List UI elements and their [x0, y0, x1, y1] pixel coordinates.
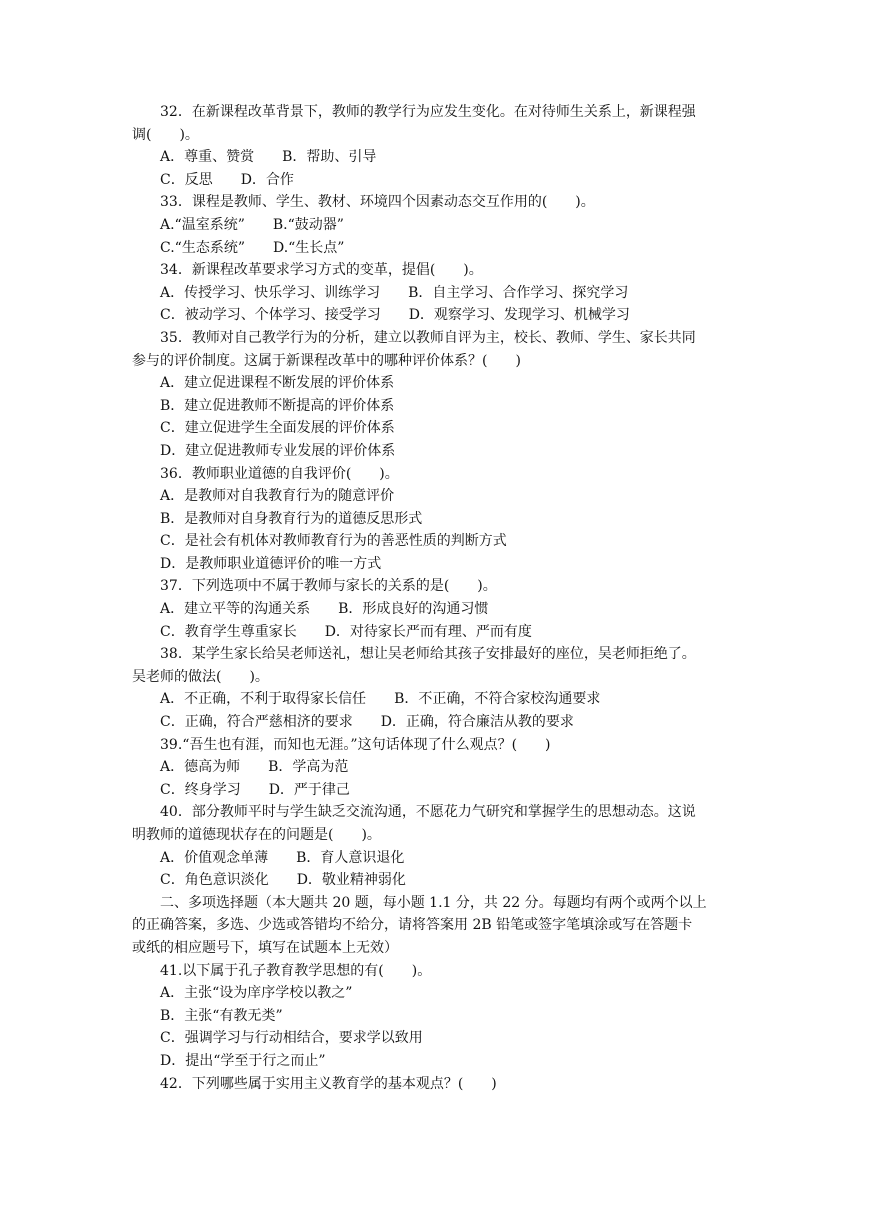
continuation-line: 吴老师的做法( )。 — [132, 668, 269, 685]
option-line: A．传授学习、快乐学习、训练学习 B．自主学习、合作学习、探究学习 — [160, 284, 629, 301]
question-line: 38．某学生家长给吴老师送礼，想让吴老师给其孩子安排最好的座位，吴老师拒绝了。 — [160, 646, 696, 663]
option-line: C．强调学习与行动相结合，要求学以致用 — [160, 1030, 423, 1047]
option-line: C.“生态系统” D.“生长点” — [160, 239, 345, 256]
continuation-line: 的正确答案，多选、少选或答错均不给分，请将答案用 2B 铅笔或签字笔填涂或写在答题卡 — [132, 917, 693, 934]
option-line: D．是教师职业道德评价的唯一方式 — [160, 555, 382, 572]
question-line: 35．教师对自己教学行为的分析，建立以教师自评为主，校长、教师、学生、家长共同 — [160, 329, 696, 346]
question-line: 33．课程是教师、学生、教材、环境四个因素动态交互作用的( )。 — [160, 194, 595, 211]
option-line: D．建立促进教师专业发展的评价体系 — [160, 442, 396, 459]
question-line: 40．部分教师平时与学生缺乏交流沟通，不愿花力气研究和掌握学生的思想动态。这说 — [160, 804, 696, 821]
question-line: 36．教师职业道德的自我评价( )。 — [160, 465, 399, 482]
option-line: C．反思 D．合作 — [160, 171, 294, 188]
exam-content — [132, 101, 742, 1095]
question-line: 37．下列选项中不属于教师与家长的关系的是( )。 — [160, 578, 497, 595]
option-line: A．建立平等的沟通关系 B．形成良好的沟通习惯 — [160, 601, 489, 618]
option-line: C．被动学习、个体学习、接受学习 D．观察学习、发现学习、机械学习 — [160, 307, 630, 324]
question-line: 41.以下属于孔子教育教学思想的有( )。 — [160, 962, 432, 979]
question-line: 二、多项选择题（本大题共 20 题，每小题 1.1 分，共 22 分。每题均有两个或两个以上 — [160, 894, 707, 911]
continuation-line: 参与的评价制度。这属于新课程改革中的哪种评价体系？( ) — [132, 352, 521, 369]
option-line: D．提出“学至于行之而止” — [160, 1052, 326, 1069]
option-line: A．主张“设为庠序学校以教之” — [160, 985, 353, 1002]
option-line: C．正确，符合严慈相济的要求 D．正确，符合廉洁从教的要求 — [160, 714, 574, 731]
option-line: A．德高为师 B．学高为范 — [160, 759, 349, 776]
question-line: 42．下列哪些属于实用主义教育学的基本观点？( ) — [160, 1075, 497, 1092]
option-line: A．价值观念单薄 B．育人意识退化 — [160, 849, 405, 866]
option-line: B．是教师对自身教育行为的道德反思形式 — [160, 510, 423, 527]
continuation-line: 或纸的相应题号下，填写在试题本上无效） — [132, 939, 398, 956]
question-line: 34．新课程改革要求学习方式的变革，提倡( )。 — [160, 262, 483, 279]
question-line: 39.“吾生也有涯，而知也无涯。”这句话体现了什么观点？( ) — [160, 736, 551, 753]
continuation-line: 调( )。 — [132, 126, 199, 143]
option-line: C．建立促进学生全面发展的评价体系 — [160, 420, 395, 437]
option-line: A．不正确，不利于取得家长信任 B．不正确，不符合家校沟通要求 — [160, 691, 601, 708]
continuation-line: 明教师的道德现状存在的问题是( )。 — [132, 827, 381, 843]
option-line: B．建立促进教师不断提高的评价体系 — [160, 397, 395, 414]
option-line: A．是教师对自我教育行为的随意评价 — [160, 488, 395, 505]
option-line: A．建立促进课程不断发展的评价体系 — [160, 375, 395, 392]
option-line: A．尊重、赞赏 B．帮助、引导 — [160, 149, 377, 166]
option-line: B．主张“有教无类” — [160, 1007, 283, 1024]
option-line: C．教育学生尊重家长 D．对待家长严而有理、严而有度 — [160, 623, 532, 640]
option-line: C．是社会有机体对教师教育行为的善恶性质的判断方式 — [160, 533, 507, 550]
option-line: C．角色意识淡化 D．敬业精神弱化 — [160, 872, 406, 889]
option-line: A.“温室系统” B.“鼓动器” — [160, 216, 344, 233]
option-line: C．终身学习 D．严于律己 — [160, 781, 350, 798]
question-line: 32．在新课程改革背景下，教师的教学行为应发生变化。在对待师生关系上，新课程强 — [160, 104, 696, 120]
